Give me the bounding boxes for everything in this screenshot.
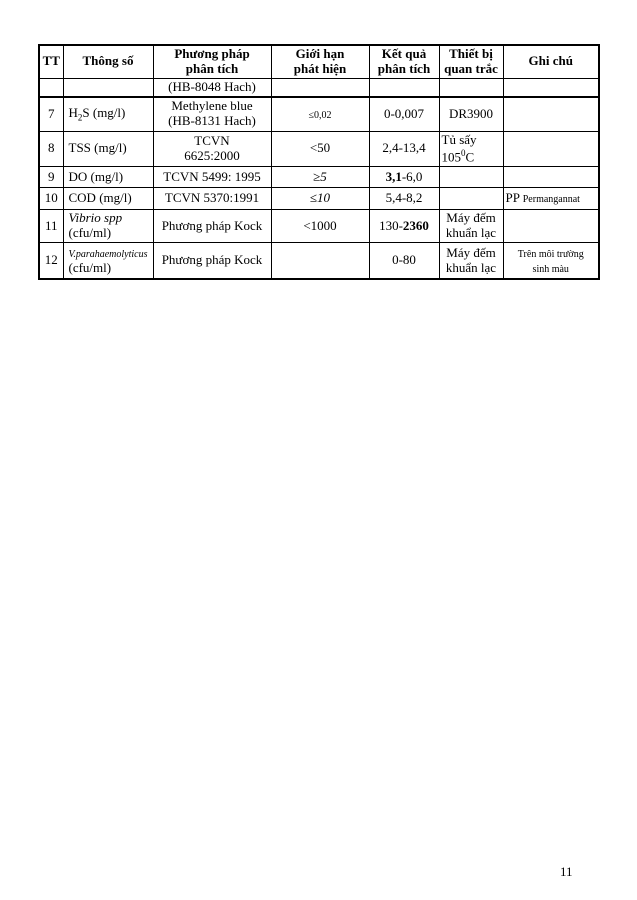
row-8 — [39, 131, 599, 166]
table-cell — [153, 188, 271, 210]
table-cell — [503, 243, 599, 280]
column-header-2: Phương pháp phân tích — [153, 45, 271, 78]
text-segment: 130- — [379, 217, 403, 233]
table-cell — [63, 188, 153, 210]
table-cell — [439, 210, 503, 243]
text-segment: ≥5 — [313, 168, 327, 184]
table-cell — [271, 167, 369, 188]
table-cell — [439, 188, 503, 210]
table-cell — [369, 131, 439, 166]
table-cell — [153, 243, 271, 280]
column-header-3: Giới hạn phát hiện — [271, 45, 369, 78]
text-segment: (HB-8131 Hach) — [168, 113, 256, 129]
table-cell — [369, 210, 439, 243]
table-cell — [63, 167, 153, 188]
table-cell — [39, 131, 63, 166]
text-segment: C — [465, 149, 475, 165]
text-segment: H — [68, 104, 78, 120]
text-segment: 8 — [48, 140, 55, 156]
row-continuation — [39, 78, 599, 96]
text-segment: ≤10 — [309, 190, 331, 206]
text-segment: Máy đếm — [446, 244, 496, 260]
table-cell — [63, 131, 153, 166]
text-segment: Máy đếm — [446, 210, 496, 226]
table-cell — [153, 131, 271, 166]
table-cell — [63, 243, 153, 280]
text-segment: TCVN 5370:1991 — [164, 190, 260, 206]
table-cell — [271, 131, 369, 166]
text-segment: PP — [505, 190, 523, 206]
text-segment: <1000 — [303, 217, 337, 233]
table-cell — [39, 210, 63, 243]
table-cell — [63, 210, 153, 243]
text-segment: Phương pháp Kock — [161, 217, 263, 233]
table-cell — [271, 210, 369, 243]
table-cell — [153, 167, 271, 188]
table-cell — [39, 78, 63, 96]
header-row — [39, 45, 599, 78]
column-header-5: Thiết bị quan trắc — [439, 45, 503, 78]
table-cell — [153, 78, 271, 96]
column-header-0: TT — [39, 45, 63, 78]
table-cell — [63, 97, 153, 132]
text-segment: <50 — [309, 140, 331, 156]
text-segment: (cfu/ml) — [68, 259, 112, 275]
table-cell — [503, 167, 599, 188]
table-cell — [439, 97, 503, 132]
text-segment: khuẩn lạc — [445, 259, 497, 275]
text-segment: Permangannat — [522, 194, 580, 206]
table-cell — [271, 78, 369, 96]
text-segment: V.parahaemolyticus — [68, 248, 148, 260]
text-segment: 0-0,007 — [383, 105, 425, 121]
text-segment: 2,4-13,4 — [382, 140, 426, 156]
table-cell — [369, 167, 439, 188]
text-segment: Vibrio spp — [68, 210, 123, 226]
text-segment: 9 — [48, 168, 55, 184]
row-11 — [39, 210, 599, 243]
text-segment: TSS (mg/l) — [68, 140, 127, 156]
text-segment: sinh màu — [532, 263, 569, 275]
table-cell — [503, 78, 599, 96]
text-segment: DR3900 — [448, 105, 494, 121]
text-segment: Phương pháp Kock — [161, 252, 263, 268]
table-cell — [39, 243, 63, 280]
text-segment: Tủ sấy 105 — [441, 131, 477, 165]
row-9 — [39, 167, 599, 188]
table-cell — [271, 188, 369, 210]
table-cell — [439, 243, 503, 280]
table-cell — [503, 188, 599, 210]
text-segment: 6625:2000 — [184, 147, 240, 163]
table-cell — [503, 131, 599, 166]
table-cell — [39, 167, 63, 188]
text-segment: 7 — [48, 105, 55, 121]
text-segment: 2 — [77, 112, 83, 123]
text-segment: TCVN — [194, 132, 230, 148]
table-cell — [369, 188, 439, 210]
table-cell — [63, 78, 153, 96]
table-cell — [503, 210, 599, 243]
table-cell — [439, 78, 503, 96]
column-header-6: Ghi chú — [503, 45, 599, 78]
text-segment: TCVN 5499: 1995 — [163, 168, 261, 184]
text-segment: S (mg/l) — [82, 104, 126, 120]
text-segment: Trên môi trường — [517, 248, 584, 260]
table-cell — [153, 97, 271, 132]
table-cell — [439, 131, 503, 166]
table-cell — [39, 97, 63, 132]
text-segment: COD (mg/l) — [68, 190, 132, 206]
text-segment: Methylene blue — [171, 98, 253, 114]
text-segment: 11 — [44, 217, 58, 233]
text-segment: (HB-8048 Hach) — [168, 78, 256, 94]
text-segment: DO (mg/l) — [68, 168, 124, 184]
text-segment: 3,1 — [385, 168, 402, 184]
table-cell — [271, 243, 369, 280]
row-7 — [39, 97, 599, 132]
table-cell — [153, 210, 271, 243]
text-segment: 0 — [461, 147, 466, 158]
text-segment: 0-80 — [392, 252, 416, 268]
row-12 — [39, 243, 599, 280]
text-segment: 10 — [44, 190, 58, 206]
text-segment: -6,0 — [401, 168, 423, 184]
table-cell — [439, 167, 503, 188]
text-segment: 2360 — [402, 217, 429, 233]
table-cell — [271, 97, 369, 132]
table-cell — [369, 97, 439, 132]
text-segment: ≤0,02 — [308, 109, 332, 121]
text-segment: (cfu/ml) — [68, 225, 112, 241]
monitoring-results-table — [38, 44, 600, 280]
text-segment: 5,4-8,2 — [385, 190, 423, 206]
text-segment: 12 — [44, 252, 58, 268]
row-10 — [39, 188, 599, 210]
text-segment: khuẩn lạc — [445, 225, 497, 241]
table-cell — [39, 188, 63, 210]
results-table-body — [39, 78, 599, 279]
table-cell — [503, 97, 599, 132]
table-cell — [369, 243, 439, 280]
table-cell — [369, 78, 439, 96]
column-header-1: Thông số — [63, 45, 153, 78]
column-header-4: Kết quả phân tích — [369, 45, 439, 78]
page-number: 11 — [560, 864, 573, 879]
